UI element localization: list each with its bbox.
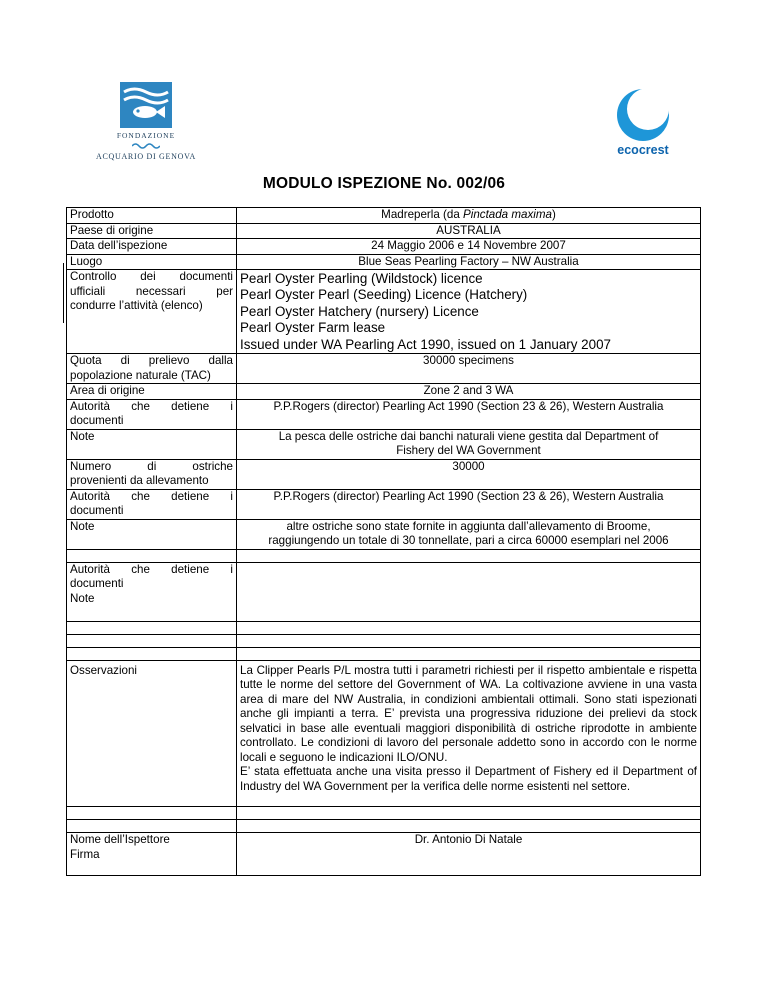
label-controllo — [67, 270, 237, 354]
blank-cell — [67, 807, 237, 820]
label-quota-line2: popolazione naturale (TAC) — [70, 368, 211, 382]
osservazioni-paragraph: La Clipper Pearls P/L mostra tutti i parametri richiesti per il rispetto ambientale e rispetta tutte le norme del settore del Government of WA. La coltivazione avviene in una vasta area di mare del NW Australia, in condizioni ambientali ottimali. Sono stati ispezionati anche gli impianti a terra. E’ prevista una progressiva riduzione dei prelievi da stock selvatici in base alle eventuali maggiori disponibilità di ostriche riprodotte in ambiente controllato. Le condizioni di lavoro del personale addetto sono in accordo con le norme locali e seguono le indicazioni ILO/ONU. — [240, 663, 697, 764]
blank-cell — [67, 549, 237, 562]
label-autorita-3-note: Note — [70, 591, 95, 605]
label-numero-line2: provenienti da allevamento — [70, 474, 209, 488]
row-controllo — [67, 270, 701, 354]
row-blank — [67, 634, 701, 647]
revision-bar — [63, 263, 65, 323]
blank-cell — [237, 621, 701, 634]
value-prodotto-species: Pinctada maxima — [463, 208, 552, 221]
label-ispettore-name: Nome dell’Ispettore — [70, 833, 170, 847]
label-quota — [67, 354, 237, 384]
row-numero — [67, 459, 701, 489]
label-ispettore — [67, 833, 237, 876]
value-note-1 — [237, 429, 701, 459]
label-autorita-3-line2: documenti — [70, 577, 124, 591]
row-blank — [67, 647, 701, 660]
label-autorita-3-line1: Autorità che detiene i — [70, 562, 233, 576]
row-luogo — [67, 254, 701, 270]
fish-emblem-icon — [120, 82, 172, 128]
row-blank — [67, 621, 701, 634]
label-data: Data dell’ispezione — [67, 239, 237, 255]
osservazioni-paragraph: E’ stata effettuata anche una visita presso il Department of Fishery ed il Department of Industry del WA Government per la verifica delle norme esistenti nel settore. — [240, 765, 697, 793]
value-data: 24 Maggio 2006 e 14 Novembre 2007 — [237, 239, 701, 255]
acquario-logo-line1: FONDAZIONE — [116, 131, 176, 140]
licence-item: Pearl Oyster Hatchery (nursery) Licence — [240, 303, 479, 319]
label-autorita-2 — [67, 489, 237, 519]
label-paese: Paese di origine — [67, 223, 237, 239]
value-note-2-line1: altre ostriche sono state fornite in aggiunta dall’allevamento di Broome, — [286, 519, 651, 533]
row-note-2 — [67, 519, 701, 549]
blank-cell — [67, 647, 237, 660]
crescent-icon — [605, 85, 681, 143]
value-prodotto — [237, 208, 701, 224]
acquario-logo-line2: ACQUARIO DI GENOVA — [95, 152, 196, 161]
value-note-2 — [237, 519, 701, 549]
label-autorita-1 — [67, 399, 237, 429]
label-osservazioni: Osservazioni — [67, 660, 237, 807]
value-autorita-3 — [237, 562, 701, 621]
label-firma: Firma — [70, 847, 100, 861]
label-controllo-line1: Controllo dei documenti — [70, 270, 233, 283]
licence-item: Pearl Oyster Farm lease — [240, 320, 386, 336]
row-data — [67, 239, 701, 255]
label-numero — [67, 459, 237, 489]
row-blank — [67, 549, 701, 562]
licence-item: Pearl Oyster Pearling (Wildstock) licence — [240, 271, 483, 286]
label-autorita-2-line2: documenti — [70, 504, 124, 518]
ecocrest-logo — [605, 85, 681, 165]
value-osservazioni — [237, 660, 701, 807]
value-quota: 30000 specimens — [237, 354, 701, 384]
label-note-1: Note — [67, 429, 237, 459]
label-luogo: Luogo — [67, 254, 237, 270]
value-prodotto-prefix: Madreperla (da — [381, 208, 464, 221]
acquario-di-genova-logo — [80, 82, 212, 168]
value-ispettore: Dr. Antonio Di Natale — [237, 833, 701, 876]
row-quota — [67, 354, 701, 384]
licence-item: Pearl Oyster Pearl (Seeding) Licence (Hatchery) — [240, 287, 528, 303]
value-note-2-line2: raggiungendo un totale di 30 tonnellate, pari a circa 60000 esemplari nel 2006 — [268, 534, 669, 548]
label-autorita-1-line2: documenti — [70, 414, 124, 428]
value-paese: AUSTRALIA — [237, 223, 701, 239]
value-area: Zone 2 and 3 WA — [237, 384, 701, 400]
label-autorita-2-line1: Autorità che detiene i — [70, 489, 233, 503]
row-autorita-2 — [67, 489, 701, 519]
label-note-2: Note — [67, 519, 237, 549]
value-controllo — [237, 270, 701, 354]
blank-cell — [237, 634, 701, 647]
blank-cell — [67, 634, 237, 647]
label-controllo-line2: ufficiali necessari per — [70, 284, 233, 298]
value-autorita-1: P.P.Rogers (director) Pearling Act 1990 (Section 23 & 26), Western Australia — [237, 399, 701, 429]
value-prodotto-suffix: ) — [551, 208, 556, 221]
value-note-1-line2: Fishery del WA Government — [396, 444, 541, 458]
row-note-1 — [67, 429, 701, 459]
ecocrest-wordmark: ecocrest — [617, 143, 669, 157]
row-osservazioni — [67, 660, 701, 807]
label-area: Area di origine — [67, 384, 237, 400]
label-prodotto: Prodotto — [67, 208, 237, 224]
row-blank — [67, 820, 701, 833]
document-title: MODULO ISPEZIONE No. 002/06 — [262, 175, 506, 192]
blank-cell — [67, 820, 237, 833]
value-note-1-line1: La pesca delle ostriche dai banchi naturali viene gestita dal Department of — [278, 429, 659, 443]
value-luogo: Blue Seas Pearling Factory – NW Australia — [237, 254, 701, 270]
label-controllo-line3: condurre l’attività (elenco) — [70, 299, 203, 312]
blank-cell — [237, 647, 701, 660]
row-prodotto — [67, 208, 701, 224]
row-paese — [67, 223, 701, 239]
row-autorita-1 — [67, 399, 701, 429]
row-autorita-3 — [67, 562, 701, 621]
label-autorita-3 — [67, 562, 237, 621]
inspection-form-table — [66, 207, 701, 876]
licence-item: Issued under WA Pearling Act 1990, issued on 1 January 2007 — [240, 336, 611, 352]
wave-icon — [132, 142, 160, 150]
label-quota-line1: Quota di prelievo dalla — [70, 354, 233, 368]
blank-cell — [237, 549, 701, 562]
label-autorita-1-line1: Autorità che detiene i — [70, 399, 233, 413]
row-blank — [67, 807, 701, 820]
row-area — [67, 384, 701, 400]
row-ispettore — [67, 833, 701, 876]
label-numero-line1: Numero di ostriche — [70, 459, 233, 473]
value-autorita-2: P.P.Rogers (director) Pearling Act 1990 (Section 23 & 26), Western Australia — [237, 489, 701, 519]
blank-cell — [237, 807, 701, 820]
blank-cell — [67, 621, 237, 634]
value-numero: 30000 — [237, 459, 701, 489]
blank-cell — [237, 820, 701, 833]
